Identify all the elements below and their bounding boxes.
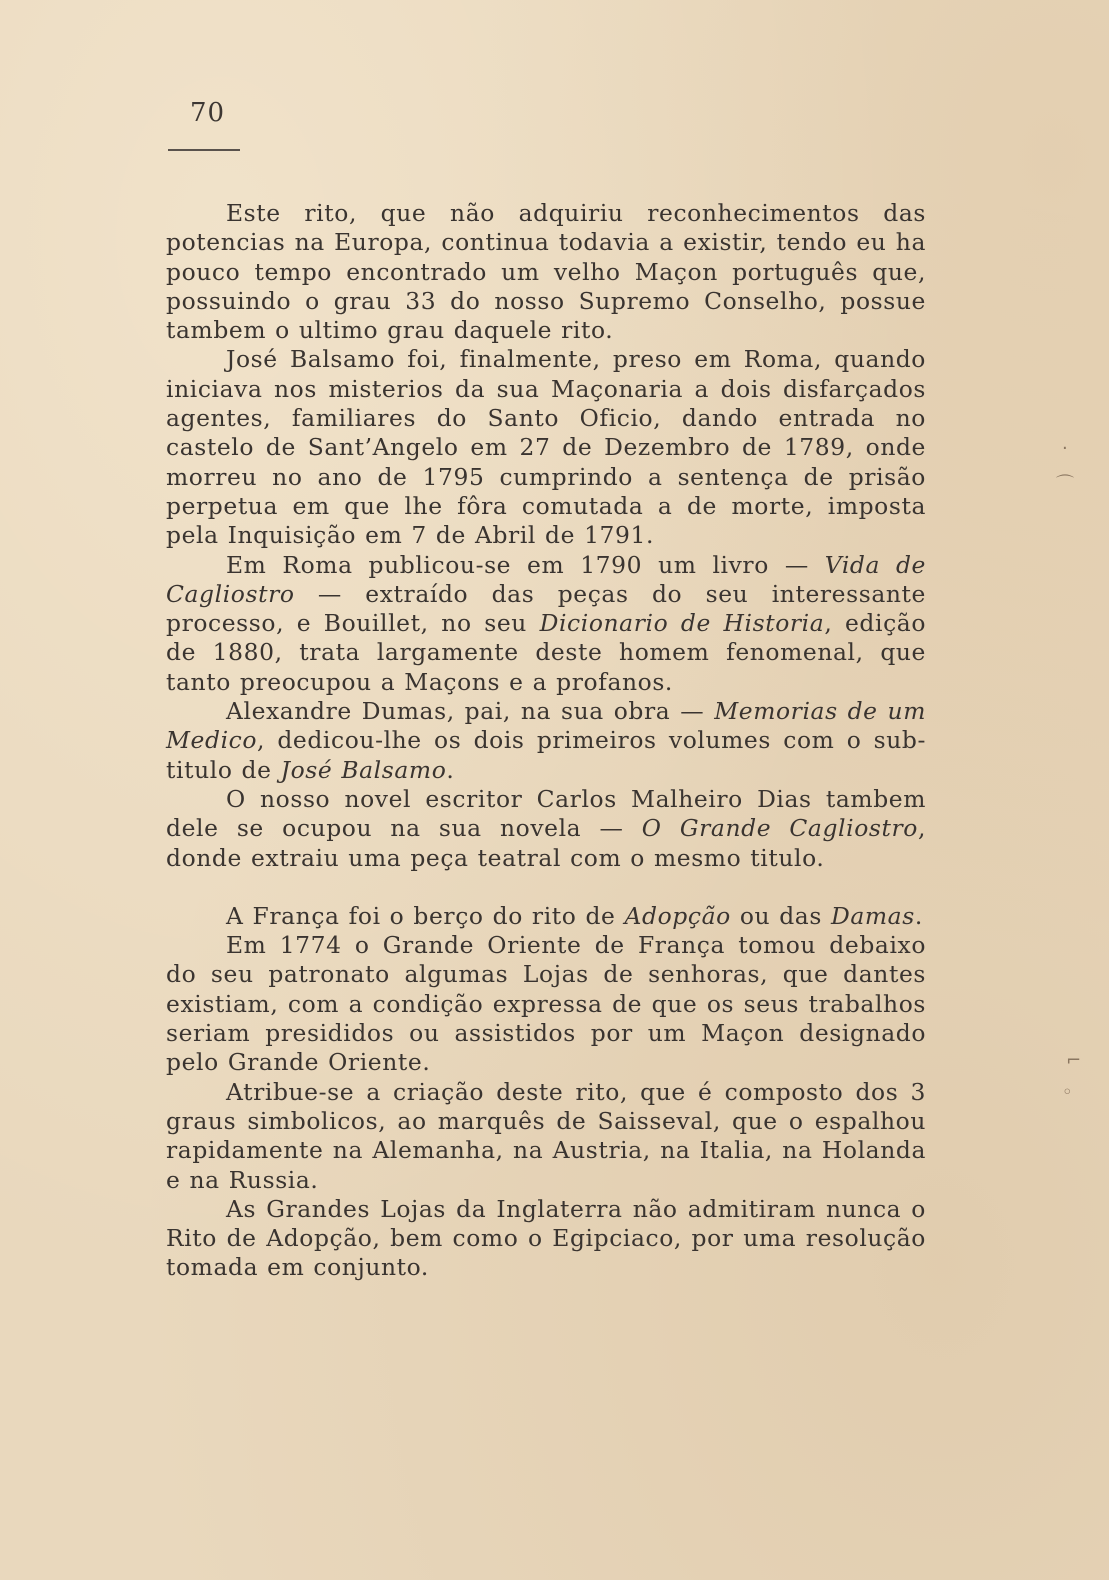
paragraph-8	[166, 1078, 926, 1195]
text-run: José Balsamo foi, finalmente, preso em Roma, quando iniciava nos misterios da sua Maçonaria a dois disfarçados agentes, familiares do Santo Oficio, dando entrada no castelo de Sant’Angelo em 27 de Dezembro de 1789, onde morreu no ano de 1795 cumprindo a sentença de prisão perpetua em que lhe fôra comutada a de morte, imposta pela Inquisição em 7 de Abril de 1791.	[166, 345, 926, 550]
book-title: José Balsamo	[280, 755, 447, 784]
book-title: Memorias de um Medico	[166, 697, 927, 755]
book-title: Vida de Cagliostro	[166, 550, 926, 608]
book-title: Dicionario de Historia	[539, 609, 825, 638]
paragraph-9	[166, 1195, 926, 1283]
text-run: .	[914, 901, 923, 930]
text-run: ou das	[730, 901, 831, 930]
text-run: , edição de 1880, trata largamente deste homem fenomenal, que tanto preocupou a Maçons e a profanos.	[166, 609, 926, 696]
paragraph-1	[166, 199, 926, 345]
text-run: , donde extraiu uma peça teatral com o mesmo titulo.	[166, 814, 926, 872]
paragraph-6	[166, 902, 926, 931]
paragraph-2	[166, 345, 926, 550]
paragraph-3	[166, 551, 926, 697]
text-run: — extraído das peças do seu interessante processo, e Bouillet, no seu	[166, 579, 926, 638]
text-run: As Grandes Lojas da Inglaterra não admitiram nunca o Rito de Adopção, bem como o Egipciaco, por uma resolução tomada em conjunto.	[166, 1194, 926, 1282]
paragraph-4	[166, 697, 926, 785]
text-run: Este rito, que não adquiriu reconhecimentos das potencias na Europa, continua todavia a existir, tendo eu ha pouco tempo encontrado um velho Maçon português que, possuindo o grau 33 do nosso Supremo Conselho, possue tambem o ultimo grau daquele rito.	[166, 199, 926, 345]
rite-name: Damas	[830, 901, 915, 930]
text-run: Atribue-se a criação deste rito, que é composto dos 3 graus simbolicos, ao marquês de Saisseval, que o espalhou rapidamente na Alemanha, na Austria, na Italia, na Holanda e na Russia.	[166, 1077, 926, 1194]
paper-speck: ◦	[1062, 1082, 1073, 1103]
paragraph-5	[166, 785, 926, 873]
paper-speck: ⌐	[1066, 1050, 1082, 1071]
text-run: O nosso novel escritor Carlos Malheiro Dias tambem dele se ocupou na sua novela —	[166, 784, 926, 843]
header-rule	[168, 149, 240, 151]
paper-speck: ⌒	[1056, 474, 1074, 495]
rite-name: Adopção	[624, 901, 731, 930]
text-run: Em 1774 o Grande Oriente de França tomou debaixo do seu patronato algumas Lojas de senhoras, que dantes existiam, com a condição expressa de que os seus trabalhos seriam presididos ou assistidos por um Maçon designado pelo Grande Oriente.	[166, 931, 926, 1077]
text-run: .	[446, 755, 455, 784]
text-run: A França foi o berço do rito de	[226, 901, 625, 930]
book-title: O Grande Cagliostro	[641, 814, 918, 843]
page-number: 70	[190, 98, 226, 128]
text-run: Em Roma publicou-se em 1790 um livro —	[226, 550, 825, 579]
paper-speck: ·	[1062, 438, 1068, 459]
body-text	[166, 199, 926, 1283]
text-run: , dedicou-lhe os dois primeiros volumes com o sub-titulo de	[166, 726, 926, 784]
paragraph-7	[166, 931, 926, 1077]
text-run: Alexandre Dumas, pai, na sua obra —	[226, 697, 715, 726]
